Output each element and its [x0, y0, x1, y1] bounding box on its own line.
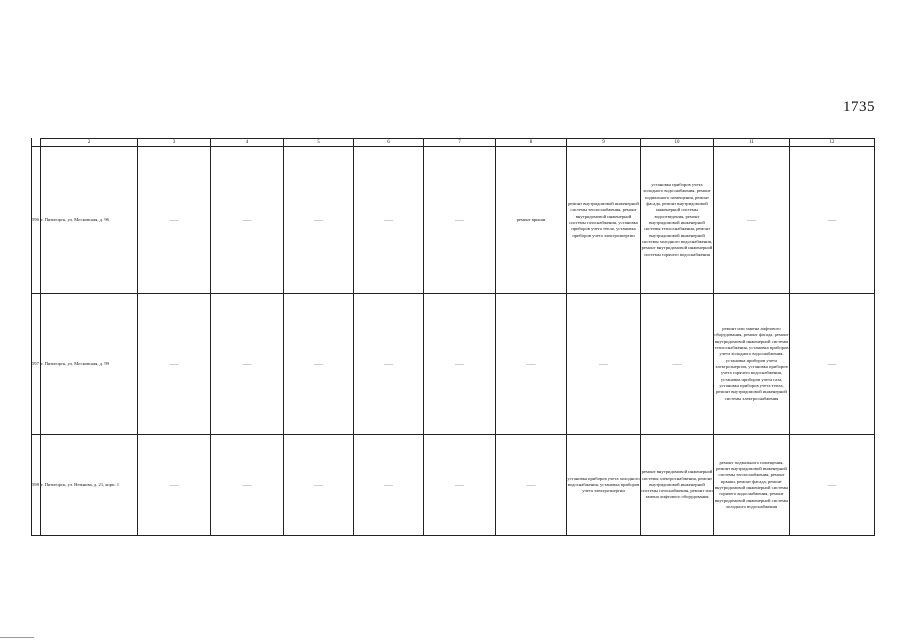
- empty-cell: ——: [211, 435, 284, 536]
- empty-cell: ——: [790, 435, 875, 536]
- column-header: 12: [790, 139, 875, 147]
- empty-cell: ——: [790, 147, 875, 294]
- column-header: 9: [567, 139, 641, 147]
- column-number-header: [32, 139, 875, 147]
- table-row: [32, 435, 875, 536]
- table-row: [32, 294, 875, 435]
- empty-cell: ——: [424, 147, 496, 294]
- row-number: 597: [32, 294, 41, 435]
- address-cell: г. Пятигорск, ул. Нежнова, д. 21, корп. 1: [41, 435, 138, 536]
- empty-cell: ——: [424, 294, 496, 435]
- empty-cell: ——: [354, 294, 424, 435]
- empty-cell: ——: [211, 294, 284, 435]
- empty-cell: ——: [354, 435, 424, 536]
- table-row: [32, 147, 875, 294]
- empty-cell: ——: [138, 294, 211, 435]
- empty-cell: ——: [354, 147, 424, 294]
- column-header: 8: [496, 139, 567, 147]
- column-header: 3: [138, 139, 211, 147]
- column-header: 10: [641, 139, 714, 147]
- empty-cell: ——: [211, 147, 284, 294]
- column-header: 2: [41, 139, 138, 147]
- empty-cell: ——: [424, 435, 496, 536]
- work-cell: установка приборов учета холодного водоснабжения, ремонт подвального помещения, ремонт фасада, ремонт внутридомовой инженерной системы водоотведения, ремонт внутридомовой инженерной системы теплоснабжения, ремонт внутридомовой инженерной системы холодного водоснабжения, ремонт внутридомовой инженерной системы горячего водоснабжения: [641, 147, 714, 294]
- empty-cell: ——: [284, 294, 354, 435]
- empty-cell: ——: [138, 147, 211, 294]
- address-cell: г. Пятигорск, ул. Московская, д. 99: [41, 294, 138, 435]
- empty-cell: ——: [641, 294, 714, 435]
- column-header: 7: [424, 139, 496, 147]
- work-cell: ремонт внутридомовой инженерной системы теплоснабжения, ремонт внутридомовой инженерной системы газоснабжения, установка приборов учета тепла, установка приборов учета электроэнергии: [567, 147, 641, 294]
- empty-cell: ——: [138, 435, 211, 536]
- column-header: [32, 139, 41, 147]
- work-cell: ремонт подвального помещения, ремонт внутридомовой инженерной системы теплоснабжения, ремонт крыши, ремонт фасада, ремонт внутридомовой инженерной системы горячего водоснабжения, ремонт внутридомовой инженерной системы холодного водоснабжения: [714, 435, 790, 536]
- row-number: 596: [32, 147, 41, 294]
- empty-cell: ——: [284, 147, 354, 294]
- work-cell: ремонт внутридомовой инженерной системы электроснабжения, ремонт внутридомовой инженерной системы газоснабжения, ремонт или замена лифтового оборудования: [641, 435, 714, 536]
- empty-cell: ——: [567, 294, 641, 435]
- work-cell: установка приборов учета холодного водоснабжения, установка приборов учета электроэнергии: [567, 435, 641, 536]
- empty-cell: ——: [714, 147, 790, 294]
- work-cell: ремонт или замена лифтового оборудования, ремонт фасада, ремонт внутридомовой инженерной системы теплоснабжения, установка приборов учета холодного водоснабжения, установка приборов учета электроэнергии, установка приборов учета горячего водоснабжения, установка приборов учета газа, установка приборов учета тепла, ремонт внутридомовой инженерной системы электроснабжения: [714, 294, 790, 435]
- footer-divider: [0, 637, 34, 638]
- empty-cell: ——: [496, 294, 567, 435]
- column-header: 6: [354, 139, 424, 147]
- address-cell: г. Пятигорск, ул. Московская, д. 96: [41, 147, 138, 294]
- column-header: 11: [714, 139, 790, 147]
- empty-cell: ——: [284, 435, 354, 536]
- empty-cell: ——: [790, 294, 875, 435]
- row-number: 598: [32, 435, 41, 536]
- work-cell: ремонт крыши: [496, 147, 567, 294]
- column-header: 5: [284, 139, 354, 147]
- repair-schedule-table: [31, 138, 875, 536]
- column-header: 4: [211, 139, 284, 147]
- page-number: 1735: [843, 99, 875, 115]
- empty-cell: ——: [496, 435, 567, 536]
